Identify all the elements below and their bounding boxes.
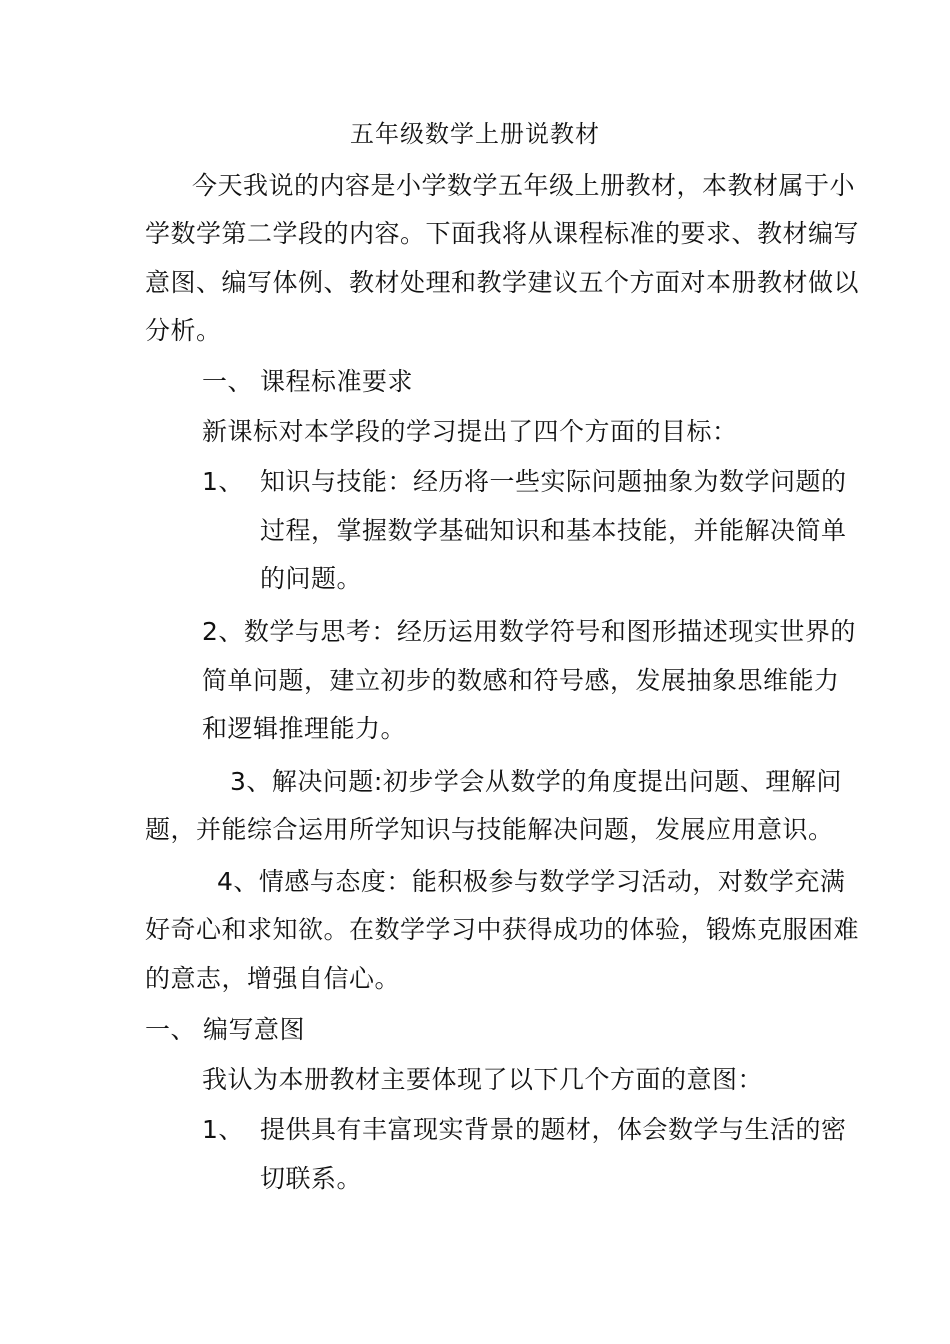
list-item-problem-solving-first (230, 758, 842, 807)
list-item-number: 1、 (202, 1115, 244, 1144)
list-item-real-context (260, 1106, 847, 1203)
list-item-line: 3、解决问题:初步学会从数学的角度提出问题、理解问 (230, 767, 842, 796)
list-item-line: 和逻辑推理能力。 (202, 714, 407, 743)
list-item-line: 的意志，增强自信心。 (145, 963, 401, 993)
section-number: 一、 (202, 367, 254, 396)
section-heading-design-intent (145, 1006, 305, 1055)
list-item-line: 题，并能综合运用所学知识与技能解决问题，发展应用意识。 (145, 815, 834, 844)
intro-line: 分析。 (145, 316, 222, 345)
list-item-line: 4、情感与态度：能积极参与数学学习活动，对数学充满 (217, 867, 846, 896)
list-item-line: 切联系。 (260, 1163, 363, 1193)
list-item-emotion-attitude-first (217, 858, 845, 907)
list-item-problem-solving-rest (145, 806, 834, 855)
list-item-emotion-attitude-rest (145, 906, 859, 1003)
list-item-line: 简单问题，建立初步的数感和符号感，发展抽象思维能力 (202, 665, 840, 695)
list-item-line: 过程，掌握数学基础知识和基本技能，并能解决简单 (260, 515, 847, 545)
list-item-knowledge-skills (260, 458, 847, 604)
intro-paragraph-rest (145, 210, 859, 356)
intro-line: 学数学第二学段的内容。下面我将从课程标准的要求、教材编写 (145, 219, 860, 248)
section-lead: 新课标对本学段的学习提出了四个方面的目标： (202, 417, 738, 446)
section-number: 一、 (145, 1015, 197, 1044)
list-item-line: 提供具有丰富现实背景的题材，体会数学与生活的密 (260, 1115, 847, 1144)
list-item-math-thinking (202, 608, 856, 754)
intro-line: 今天我说的内容是小学数学五年级上册教材，本教材属于小 (192, 171, 856, 200)
intro-paragraph-first-line (192, 162, 855, 211)
list-item-line: 的问题。 (260, 564, 363, 593)
section-title: 课程标准要求 (260, 367, 414, 396)
intro-line: 意图、编写体例、教材处理和教学建议五个方面对本册教材做以 (145, 267, 860, 297)
document-title: 五年级数学上册说教材 (350, 120, 600, 148)
list-item-line: 2、数学与思考：经历运用数学符号和图形描述现实世界的 (202, 617, 856, 646)
section-heading-curriculum (202, 358, 413, 407)
list-item-line: 好奇心和求知欲。在数学学习中获得成功的体验，锻炼克服困难 (145, 915, 860, 944)
section-title: 编写意图 (203, 1015, 306, 1044)
section-lead: 我认为本册教材主要体现了以下几个方面的意图： (202, 1065, 764, 1094)
list-item-number: 1、 (202, 467, 244, 496)
list-item-line: 知识与技能：经历将一些实际问题抽象为数学问题的 (260, 467, 847, 496)
